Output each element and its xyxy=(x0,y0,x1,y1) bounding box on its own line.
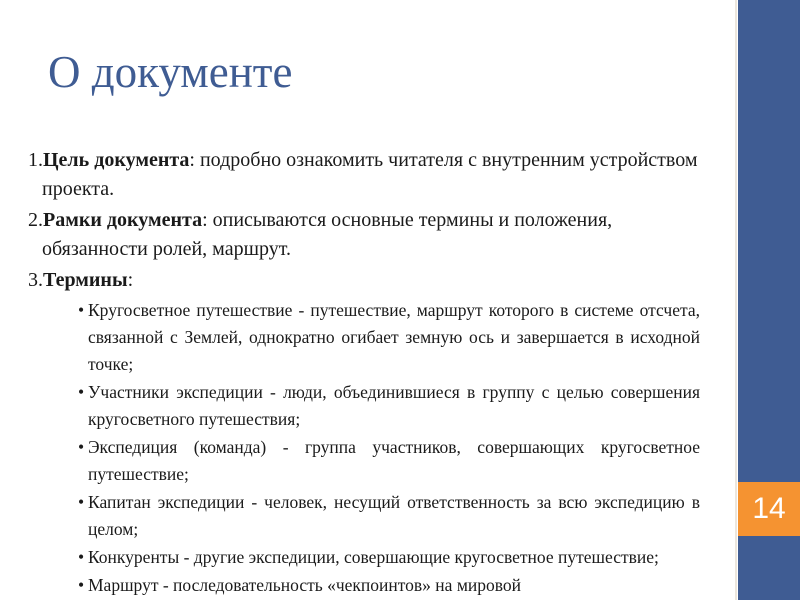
term-item xyxy=(28,572,700,599)
sidebar-divider xyxy=(735,0,737,600)
bullet-icon: • xyxy=(78,547,85,567)
item-term: Рамки документа xyxy=(43,209,203,231)
bullet-icon: • xyxy=(78,300,85,320)
item-text: : описываются основные термины и положения, обязанности ролей, маршрут. xyxy=(42,209,613,260)
item-term: Цель документа xyxy=(43,149,190,171)
list-item-scope xyxy=(28,206,700,264)
term-text: Кругосветное путешествие - путешествие, маршрут которого в системе отсчета, связанной с Землей, однократно огибает земную ось и завершается в исходной точке; xyxy=(88,300,700,374)
term-item xyxy=(28,379,700,433)
term-item xyxy=(28,434,700,488)
item-text: : xyxy=(127,269,134,291)
list-item-terms xyxy=(28,266,700,295)
bullet-icon: • xyxy=(78,575,85,595)
term-text: Экспедиция (команда) - группа участников, совершающих кругосветное путешествие; xyxy=(88,437,700,484)
item-text: : подробно ознакомить читателя с внутренним устройством проекта. xyxy=(42,149,698,200)
bullet-icon: • xyxy=(78,437,85,457)
term-item xyxy=(28,297,700,378)
term-text: Маршрут - последовательность «чекпоинтов» на мировой xyxy=(88,575,522,595)
item-number: 2. xyxy=(28,209,43,231)
slide-content xyxy=(28,146,700,600)
bullet-icon: • xyxy=(78,492,85,512)
term-item xyxy=(28,544,700,571)
item-number: 3. xyxy=(28,269,43,291)
term-text: Конкуренты - другие экспедиции, совершающие кругосветное путешествие; xyxy=(88,547,659,567)
item-term: Термины xyxy=(43,269,128,291)
term-text: Участники экспедиции - люди, объединившиеся в группу с целью совершения кругосветного путешествия; xyxy=(88,382,700,429)
item-number: 1. xyxy=(28,149,43,171)
page-number-badge: 14 xyxy=(738,482,800,536)
terms-list xyxy=(28,297,700,599)
slide-title: О документе xyxy=(48,47,293,97)
list-item-goal xyxy=(28,146,700,204)
term-item xyxy=(28,489,700,543)
bullet-icon: • xyxy=(78,382,85,402)
term-text: Капитан экспедиции - человек, несущий ответственность за всю экспедицию в целом; xyxy=(88,492,700,539)
